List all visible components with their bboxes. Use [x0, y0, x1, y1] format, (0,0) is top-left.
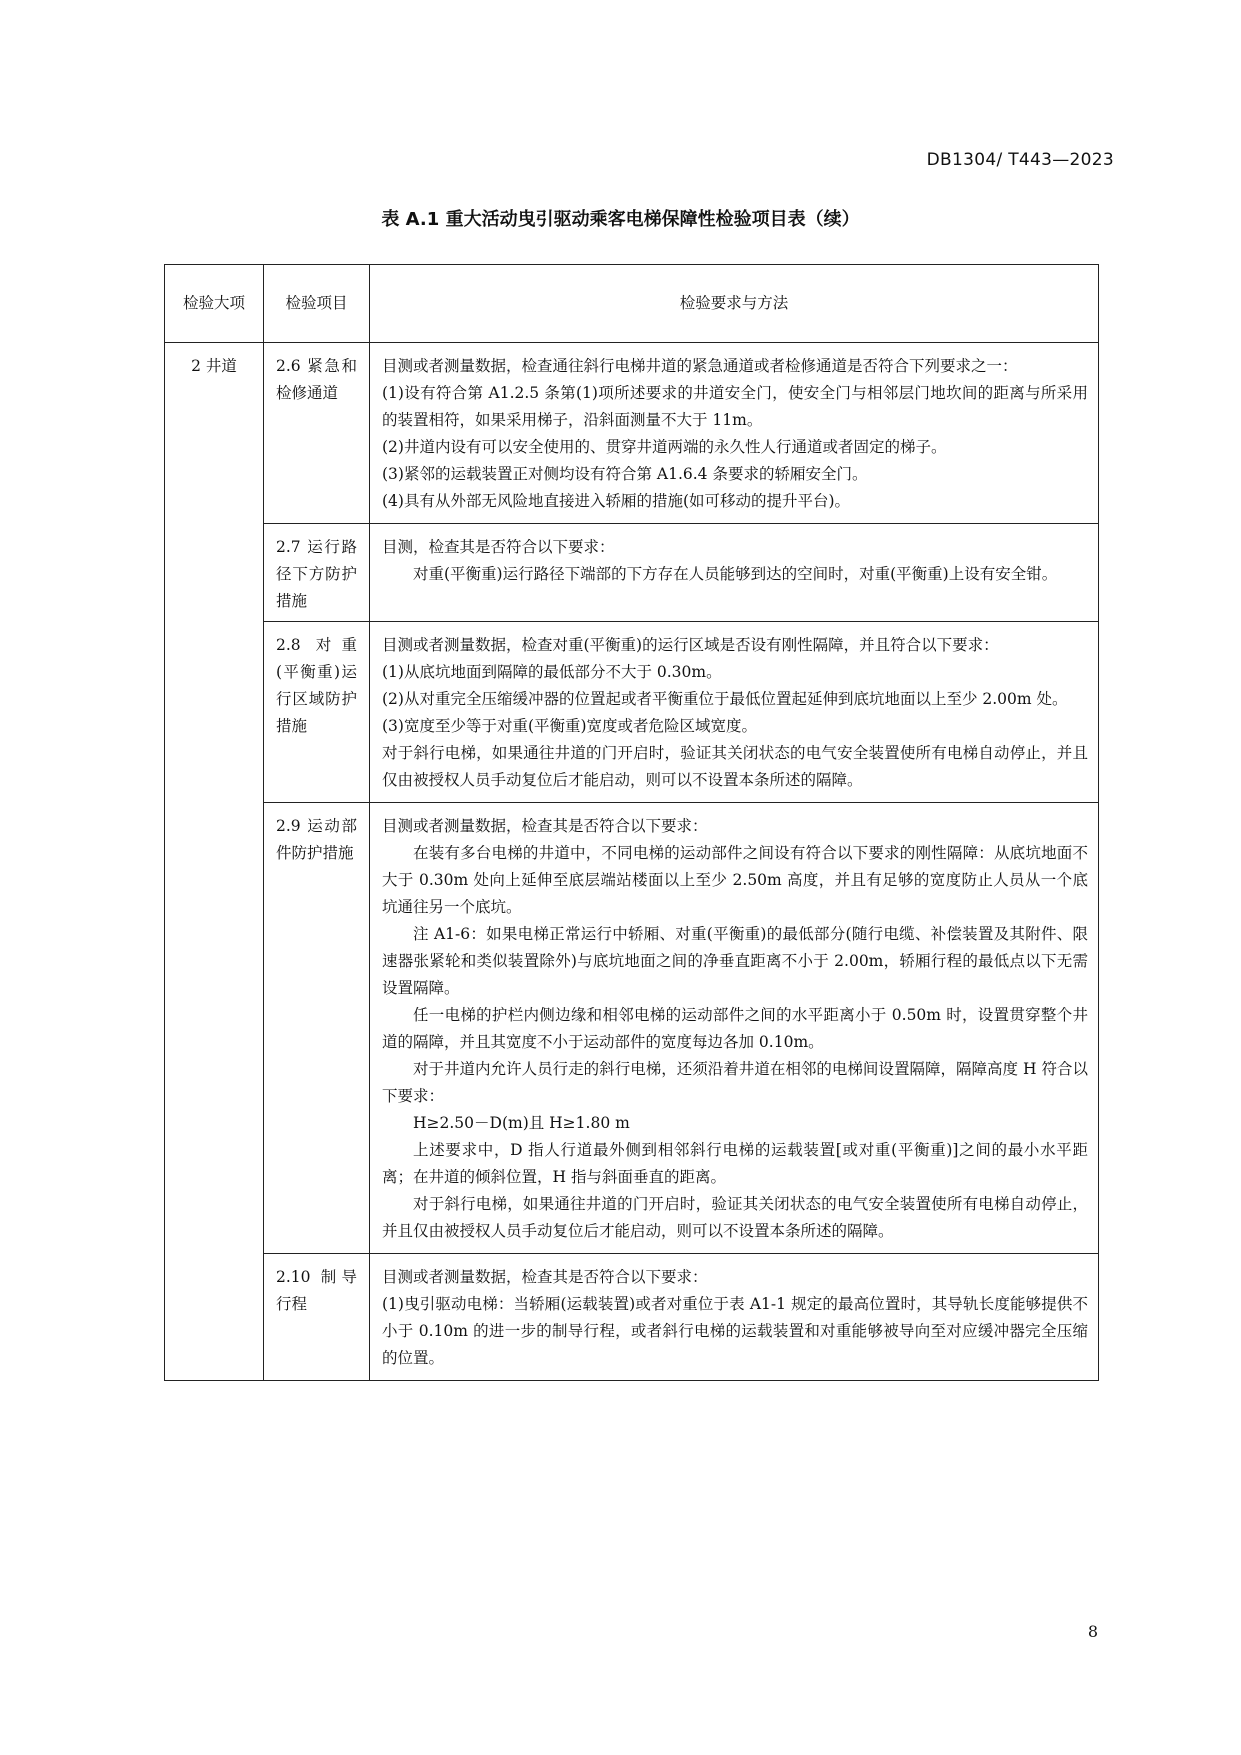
item-cell: 2.10 制导行程 [264, 1254, 370, 1381]
requirement-line: 上述要求中，D 指人行道最外侧到相邻斜行电梯的运载装置[或对重(平衡重)]之间的最小水平距离；在井道的倾斜位置，H 指与斜面垂直的距离。 [382, 1141, 1088, 1186]
requirements-cell [370, 622, 1099, 803]
table-row [165, 1254, 1099, 1381]
requirements-cell [370, 1254, 1099, 1381]
requirement-line: H≥2.50－D(m)且 H≥1.80 m [413, 1114, 630, 1132]
inspection-table [164, 264, 1099, 1381]
column-header-requirements: 检验要求与方法 [370, 265, 1099, 343]
requirement-line: (3)紧邻的运载装置正对侧均设有符合第 A1.6.4 条要求的轿厢安全门。 [382, 465, 868, 483]
column-header-category: 检验大项 [165, 265, 264, 343]
table-title: 表 A.1 重大活动曳引驱动乘客电梯保障性检验项目表（续） [381, 209, 860, 230]
page-number: 8 [1087, 1622, 1098, 1641]
column-header-item: 检验项目 [264, 265, 370, 343]
requirement-line: 目测或者测量数据，检查其是否符合以下要求： [382, 817, 708, 835]
requirement-line: 对重(平衡重)运行路径下端部的下方存在人员能够到达的空间时，对重(平衡重)上设有安全钳。 [413, 565, 1058, 583]
requirement-line: (2)井道内设有可以安全使用的、贯穿井道两端的永久性人行通道或者固定的梯子。 [382, 438, 947, 456]
item-cell: 2.7 运行路径下方防护措施 [264, 524, 370, 622]
requirement-line: 在装有多台电梯的井道中，不同电梯的运动部件之间设有符合以下要求的刚性隔障：从底坑地面不大于 0.30m 处向上延伸至底层端站楼面以上至少 2.50m 高度，并且有足够的宽度防止人员从一个底坑通往另一个底坑。 [382, 844, 1088, 916]
table-row [165, 622, 1099, 803]
requirement-line: (2)从对重完全压缩缓冲器的位置起或者平衡重位于最低位置起延伸到底坑地面以上至少 2.00m 处。 [382, 690, 1068, 708]
requirement-line: 目测或者测量数据，检查其是否符合以下要求： [382, 1268, 708, 1286]
item-cell: 2.9 运动部件防护措施 [264, 803, 370, 1254]
requirement-line: 目测或者测量数据，检查对重(平衡重)的运行区域是否设有刚性隔障，并且符合以下要求： [382, 636, 999, 654]
table-row [165, 343, 1099, 524]
table-row [165, 803, 1099, 1254]
requirement-line: (4)具有从外部无风险地直接进入轿厢的措施(如可移动的提升平台)。 [382, 492, 851, 510]
requirement-line: 目测或者测量数据，检查通往斜行电梯井道的紧急通道或者检修通道是否符合下列要求之一： [382, 357, 1018, 375]
requirement-line: 注 A1-6：如果电梯正常运行中轿厢、对重(平衡重)的最低部分(随行电缆、补偿装置及其附件、限速器张紧轮和类似装置除外)与底坑地面之间的净垂直距离不小于 2.00m，轿厢行程的最低点以下无需设置隔障。 [382, 925, 1088, 997]
requirement-line: (1)曳引驱动电梯：当轿厢(运载装置)或者对重位于表 A1-1 规定的最高位置时，其导轨长度能够提供不小于 0.10m 的进一步的制导行程，或者斜行电梯的运载装置和对重能够被导向至对应缓冲器完全压缩的位置。 [382, 1295, 1088, 1367]
requirement-line: 对于斜行电梯，如果通往井道的门开启时，验证其关闭状态的电气安全装置使所有电梯自动停止，并且仅由被授权人员手动复位后才能启动，则可以不设置本条所述的隔障。 [382, 1195, 1088, 1240]
requirements-cell [370, 343, 1099, 524]
table-header-row [165, 265, 1099, 343]
requirement-line: (1)设有符合第 A1.2.5 条第(1)项所述要求的井道安全门，使安全门与相邻层门地坎间的距离与所采用的装置相符，如果采用梯子，沿斜面测量不大于 11m。 [382, 384, 1088, 429]
requirement-line: (1)从底坑地面到隔障的最低部分不大于 0.30m。 [382, 663, 722, 681]
item-cell: 2.6 紧急和检修通道 [264, 343, 370, 524]
requirement-line: 对于斜行电梯，如果通往井道的门开启时，验证其关闭状态的电气安全装置使所有电梯自动停止，并且仅由被授权人员手动复位后才能启动，则可以不设置本条所述的隔障。 [382, 744, 1088, 789]
requirement-line: 目测，检查其是否符合以下要求： [382, 538, 615, 556]
requirement-line: 任一电梯的护栏内侧边缘和相邻电梯的运动部件之间的水平距离小于 0.50m 时，设置贯穿整个井道的隔障，并且其宽度不小于运动部件的宽度每边各加 0.10m。 [382, 1006, 1088, 1051]
table-row [165, 524, 1099, 622]
item-cell: 2.8 对重(平衡重)运行区域防护措施 [264, 622, 370, 803]
requirements-cell [370, 524, 1099, 622]
category-cell: 2 井道 [165, 343, 264, 1381]
document-code: DB1304/ T443—2023 [926, 150, 1114, 170]
requirement-line: 对于井道内允许人员行走的斜行电梯，还须沿着井道在相邻的电梯间设置隔障，隔障高度 H 符合以下要求： [382, 1060, 1088, 1105]
requirements-cell [370, 803, 1099, 1254]
requirement-line: (3)宽度至少等于对重(平衡重)宽度或者危险区域宽度。 [382, 717, 758, 735]
